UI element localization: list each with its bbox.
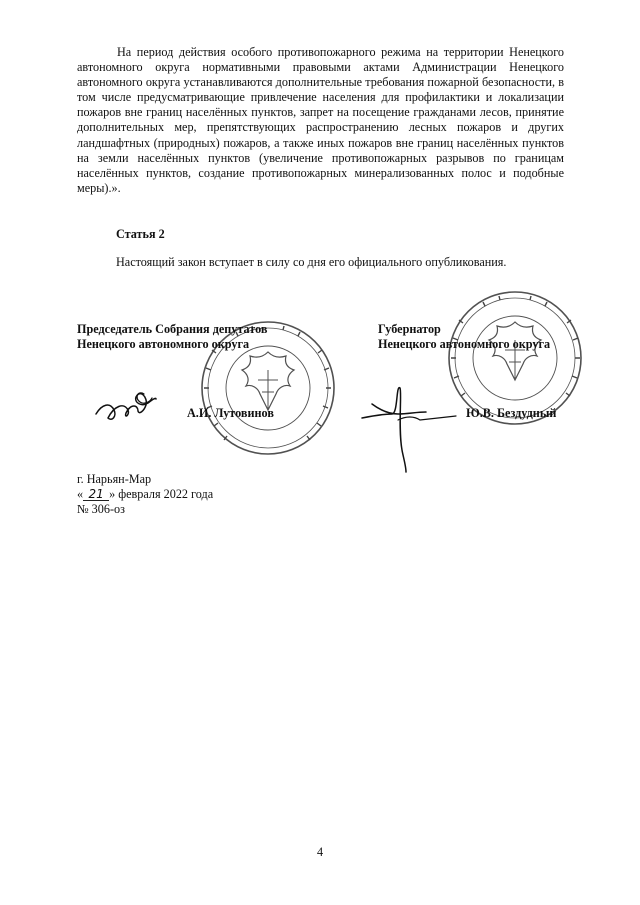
main-paragraph-text: На период действия особого противопожарного режима на территории Ненецкого автономного округа нормативными правовыми актами Администрации Ненецкого автономного округа устанавливаются дополнительные требования пожарной безопасности, в том числе предусматривающие привлечение населения для профилактики и локализации пожаров вне границ населённых пунктов, запрет на посещение гражданами лесов, принятие дополнительных мер, препятствующих распространению лесных пожаров и других ландшафтных (природных) пожаров, а также иных пожаров вне границ населённых пунктов на земли населённых пунктов (увеличение противопожарных разрывов по границам населённых пунктов, создание противопожарных минерализованных полос и подобные меры).».	[77, 45, 564, 195]
article2-paragraph: Настоящий закон вступает в силу со дня его официального опубликования.	[116, 255, 507, 269]
right-signature-stroke	[398, 416, 456, 420]
right-signatory-title	[378, 322, 550, 351]
date-day: 21	[83, 488, 109, 501]
left-title-line2: Ненецкого автономного округа	[77, 336, 250, 351]
left-signatory-name: А.И. Лутовинов	[187, 406, 274, 420]
date-rest: » февраля 2022 года	[109, 487, 214, 501]
page-number: 4	[316, 845, 324, 859]
left-title-line1: Председатель Собрания депутатов	[77, 322, 268, 336]
enactment-details	[77, 472, 213, 517]
right-title-line2: Ненецкого автономного округа	[378, 336, 551, 351]
left-signatory-title	[77, 322, 268, 351]
right-title-line1: Губернатор	[378, 322, 441, 336]
date-open-quote: «	[77, 487, 84, 501]
right-handwritten-signature	[362, 388, 426, 472]
left-handwritten-signature	[96, 394, 156, 420]
law-number: № 306-оз	[77, 502, 125, 516]
right-signatory-name: Ю.В. Бездудный	[466, 406, 557, 420]
article-heading: Статья 2	[116, 227, 165, 241]
enactment-date	[77, 487, 213, 502]
city: г. Нарьян-Мар	[77, 472, 152, 486]
right-official-seal	[449, 292, 581, 424]
